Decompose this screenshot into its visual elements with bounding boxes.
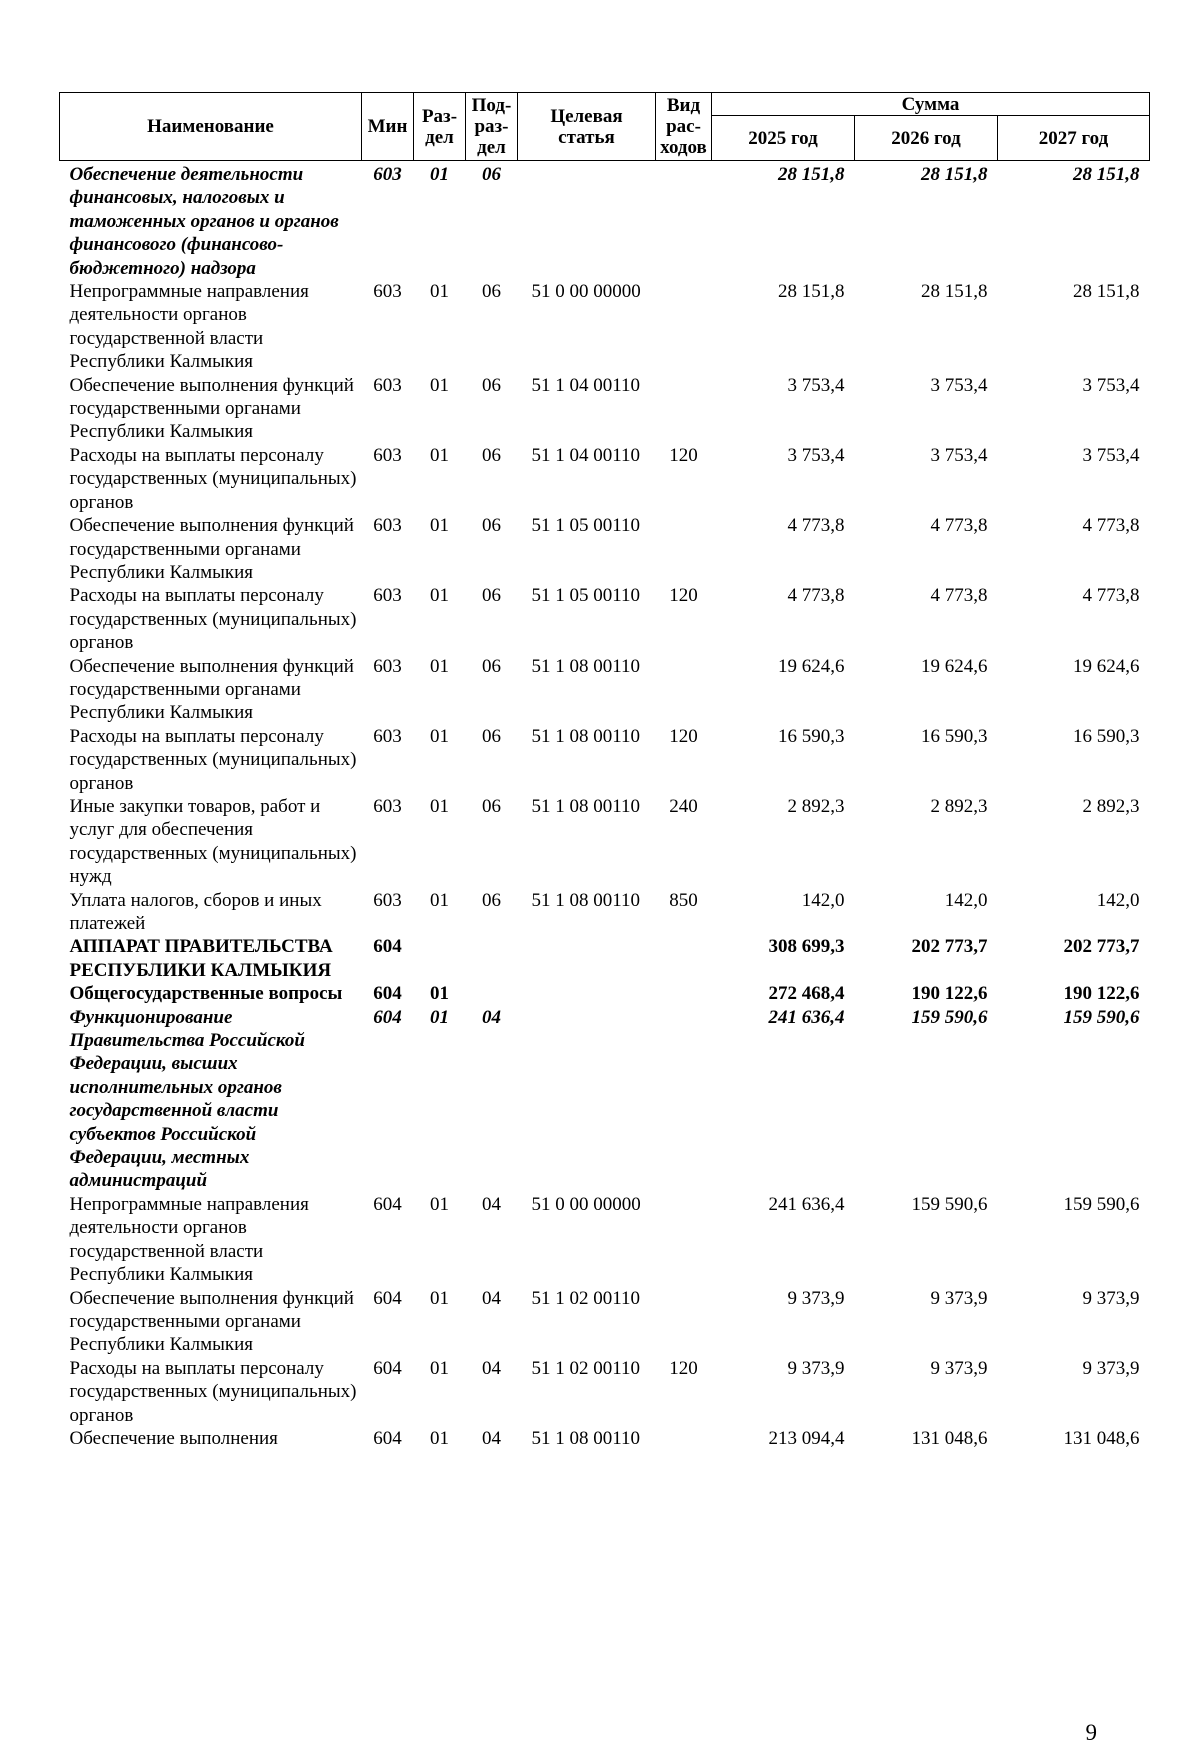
table-cell-min: 604 [373,1287,402,1309]
table-cell-2026: 2 892,3 [930,795,988,817]
table-cell-podrazdel: 06 [482,515,501,537]
table-cell-target-article [518,161,656,281]
table-cell-2026: 131 048,6 [911,1427,988,1449]
table-cell-target-article [518,935,656,982]
table-cell-name: Непрограммные направления деятельности органов государственной власти Республики Калмыкия [69,1193,309,1286]
header-year-2026: 2026 год [855,116,998,161]
table-row [60,935,1150,982]
table-cell-2027: 4 773,8 [1082,585,1140,607]
table-cell-2026: 142,0 [944,889,988,911]
table-cell-2025: 4 773,8 [787,585,845,607]
table-cell-target-article: 51 1 08 00110 [531,655,641,677]
table-cell-2027: 142,0 [1096,889,1140,911]
table-cell-2025: 28 151,8 [778,164,845,185]
table-cell-2026: 159 590,6 [911,1193,988,1215]
table-cell-razdel: 01 [430,889,449,911]
table-cell-min: 603 [373,164,402,185]
table-cell-2025: 19 624,6 [778,655,845,677]
table-cell-2025: 9 373,9 [787,1287,845,1309]
table-cell-name: Расходы на выплаты персоналу государственных (муниципальных) органов [69,444,357,513]
table-cell-min: 603 [373,585,402,607]
table-cell-podrazdel: 06 [482,889,501,911]
table-cell-razdel: 01 [430,1287,449,1309]
table-cell-2026: 16 590,3 [921,725,988,747]
table-cell-razdel: 01 [430,1006,449,1028]
table-body [60,161,1150,1451]
table-cell-name: Иные закупки товаров, работ и услуг для обеспечения государственных (муниципальных) нужд [69,795,357,888]
header-vid: Вид рас- ходов [656,93,712,161]
table-cell-podrazdel: 06 [482,795,501,817]
table-row [60,655,1150,725]
table-cell-podrazdel [466,982,518,1005]
table-cell-razdel: 01 [430,983,449,1005]
table-cell-razdel: 01 [430,164,449,185]
table-cell-name: Обеспечение деятельности финансовых, налоговых и таможенных органов и органов финансового (финансово-бюджетного) надзора [69,164,339,279]
table-cell-min: 603 [373,374,402,396]
table-row [60,1287,1150,1357]
table-cell-2027: 28 151,8 [1073,281,1140,303]
table-row [60,444,1150,514]
table-cell-razdel: 01 [430,1193,449,1215]
table-cell-2027: 19 624,6 [1073,655,1140,677]
table-cell-2027: 9 373,9 [1082,1287,1140,1309]
table-row [60,1427,1150,1450]
table-row [60,374,1150,444]
table-cell-podrazdel: 06 [482,164,501,185]
table-cell-podrazdel: 04 [482,1287,501,1309]
table-cell-2025: 272 468,4 [768,983,845,1005]
table-cell-name: Обеспечение выполнения функций государственными органами Республики Калмыкия [69,655,354,724]
table-row [60,982,1150,1005]
table-cell-2026: 28 151,8 [921,164,988,185]
table-cell-2026: 159 590,6 [911,1006,988,1028]
table-cell-2026: 4 773,8 [930,585,988,607]
table-cell-expense-type: 120 [669,1357,698,1379]
table-cell-2025: 4 773,8 [787,515,845,537]
table-row [60,1357,1150,1427]
table-cell-2027: 9 373,9 [1082,1357,1140,1379]
table-cell-razdel: 01 [430,444,449,466]
table-cell-2027: 2 892,3 [1082,795,1140,817]
table-row [60,889,1150,936]
table-cell-podrazdel: 04 [482,1006,501,1028]
table-cell-target-article: 51 1 08 00110 [531,1427,641,1449]
table-row [60,725,1150,795]
table-cell-2026: 28 151,8 [921,281,988,303]
table-cell-2027: 16 590,3 [1073,725,1140,747]
table-cell-2025: 3 753,4 [787,444,845,466]
table-cell-name: Обеспечение выполнения функций государственными органами Республики Калмыкия [69,374,354,443]
table-cell-2025: 9 373,9 [787,1357,845,1379]
table-cell-name: Обеспечение выполнения функций государственными органами Республики Калмыкия [69,1287,354,1356]
header-name: Наименование [60,93,362,161]
table-cell-2026: 3 753,4 [930,444,988,466]
table-cell-min: 604 [373,1427,402,1449]
table-cell-razdel: 01 [430,585,449,607]
table-cell-2025: 2 892,3 [787,795,845,817]
table-cell-min: 603 [373,444,402,466]
table-cell-expense-type [656,655,712,725]
table-cell-target-article [518,982,656,1005]
table-cell-2025: 308 699,3 [768,936,845,958]
table-cell-expense-type [656,1427,712,1450]
table-cell-expense-type [656,280,712,374]
table-cell-target-article: 51 1 08 00110 [531,795,641,817]
table-cell-expense-type: 240 [669,795,698,817]
table-cell-target-article: 51 1 08 00110 [531,889,641,911]
table-cell-target-article: 51 1 05 00110 [531,585,641,607]
table-cell-podrazdel: 06 [482,374,501,396]
table-cell-2027: 4 773,8 [1082,515,1140,537]
table-cell-2025: 16 590,3 [778,725,845,747]
table-cell-razdel: 01 [430,1357,449,1379]
table-cell-expense-type: 850 [669,889,698,911]
table-cell-target-article: 51 1 02 00110 [531,1287,641,1309]
table-cell-2025: 241 636,4 [768,1006,845,1028]
table-row [60,584,1150,654]
table-cell-razdel: 01 [430,725,449,747]
table-cell-2025: 241 636,4 [768,1193,845,1215]
header-razdel: Раз- дел [414,93,466,161]
table-cell-expense-type: 120 [669,725,698,747]
table-cell-name: Уплата налогов, сборов и иных платежей [69,889,322,934]
table-cell-expense-type [656,374,712,444]
table-row [60,1193,1150,1287]
table-cell-podrazdel: 04 [482,1193,501,1215]
table-cell-2027: 202 773,7 [1063,936,1140,958]
table-cell-min: 603 [373,889,402,911]
table-row [60,161,1150,281]
table-cell-2025: 213 094,4 [768,1427,845,1449]
table-row [60,280,1150,374]
table-cell-min: 604 [373,1357,402,1379]
table-cell-podrazdel: 06 [482,725,501,747]
table-cell-expense-type [656,1006,712,1193]
table-cell-name: Общегосударственные вопросы [69,983,343,1005]
table-cell-min: 604 [373,1193,402,1215]
page-number: 9 [1085,1720,1097,1745]
table-cell-podrazdel: 06 [482,655,501,677]
table-cell-2025: 142,0 [801,889,845,911]
table-cell-podrazdel: 04 [482,1427,501,1449]
table-header [60,93,1150,161]
table-cell-razdel: 01 [430,1427,449,1449]
table-cell-expense-type [656,1193,712,1287]
table-cell-podrazdel: 04 [482,1357,501,1379]
table-row [60,514,1150,584]
table-cell-razdel: 01 [430,655,449,677]
table-cell-2027: 3 753,4 [1082,374,1140,396]
table-cell-2027: 3 753,4 [1082,444,1140,466]
table-cell-name: Расходы на выплаты персоналу государственных (муниципальных) органов [69,585,357,654]
table-cell-target-article: 51 0 00 00000 [531,1193,641,1215]
table-cell-2027: 131 048,6 [1063,1427,1140,1449]
document-page [59,92,1149,1745]
table-cell-min: 604 [373,1006,402,1028]
table-cell-razdel: 01 [430,374,449,396]
table-cell-2025: 3 753,4 [787,374,845,396]
table-cell-expense-type [656,161,712,281]
table-cell-2026: 190 122,6 [911,983,988,1005]
table-cell-podrazdel: 06 [482,444,501,466]
table-cell-razdel: 01 [430,281,449,303]
table-cell-target-article: 51 1 04 00110 [531,444,641,466]
table-cell-min: 604 [373,936,402,958]
header-min: Мин [362,93,414,161]
table-cell-name: Непрограммные направления деятельности органов государственной власти Республики Калмыкия [69,281,309,373]
table-cell-name: Обеспечение выполнения функций государственными органами Республики Калмыкия [69,515,354,583]
table-cell-min: 604 [373,983,402,1005]
table-cell-target-article: 51 0 00 00000 [531,281,641,303]
table-cell-target-article [518,1006,656,1193]
table-cell-podrazdel: 06 [482,585,501,607]
table-cell-2026: 3 753,4 [930,374,988,396]
table-cell-min: 603 [373,795,402,817]
table-cell-razdel: 01 [430,795,449,817]
table-cell-2027: 159 590,6 [1063,1006,1140,1028]
table-cell-expense-type [656,514,712,584]
header-year-2027: 2027 год [998,116,1150,161]
table-cell-name: Расходы на выплаты персоналу государственных (муниципальных) органов [69,725,357,794]
budget-table [59,92,1150,1450]
table-cell-target-article: 51 1 05 00110 [531,515,641,537]
table-cell-expense-type [656,935,712,982]
table-cell-target-article: 51 1 04 00110 [531,374,641,396]
table-cell-razdel [414,935,466,982]
table-cell-podrazdel: 06 [482,281,501,303]
table-cell-name: Обеспечение выполнения [69,1427,278,1449]
table-cell-2026: 9 373,9 [930,1357,988,1379]
table-cell-expense-type [656,1287,712,1357]
table-cell-2026: 9 373,9 [930,1287,988,1309]
table-cell-min: 603 [373,655,402,677]
table-cell-podrazdel [466,935,518,982]
table-cell-expense-type [656,982,712,1005]
table-cell-razdel: 01 [430,515,449,537]
table-cell-2027: 159 590,6 [1063,1193,1140,1215]
table-cell-2027: 28 151,8 [1073,164,1140,185]
table-row [60,1006,1150,1193]
table-cell-2026: 4 773,8 [930,515,988,537]
table-cell-2026: 19 624,6 [921,655,988,677]
table-cell-expense-type: 120 [669,444,698,466]
table-cell-name: Расходы на выплаты персоналу государственных (муниципальных) органов [69,1357,357,1426]
table-cell-target-article: 51 1 08 00110 [531,725,641,747]
header-statya: Целевая статья [518,93,656,161]
table-cell-name: АППАРАТ ПРАВИТЕЛЬСТВА РЕСПУБЛИКИ КАЛМЫКИЯ [69,936,333,981]
header-summa: Сумма [712,93,1150,116]
table-cell-min: 603 [373,725,402,747]
header-year-2025: 2025 год [712,116,855,161]
table-cell-expense-type: 120 [669,585,698,607]
table-cell-2026: 202 773,7 [911,936,988,958]
table-cell-2025: 28 151,8 [778,281,845,303]
table-cell-name: Функционирование Правительства Российской Федерации, высших исполнительных органов государственной власти субъектов Российской Федерации, местных администраций [69,1006,305,1192]
table-row [60,795,1150,889]
table-cell-2027: 190 122,6 [1063,983,1140,1005]
table-cell-min: 603 [373,281,402,303]
table-cell-target-article: 51 1 02 00110 [531,1357,641,1379]
table-cell-min: 603 [373,515,402,537]
header-podrazdel: Под- раз- дел [466,93,518,161]
